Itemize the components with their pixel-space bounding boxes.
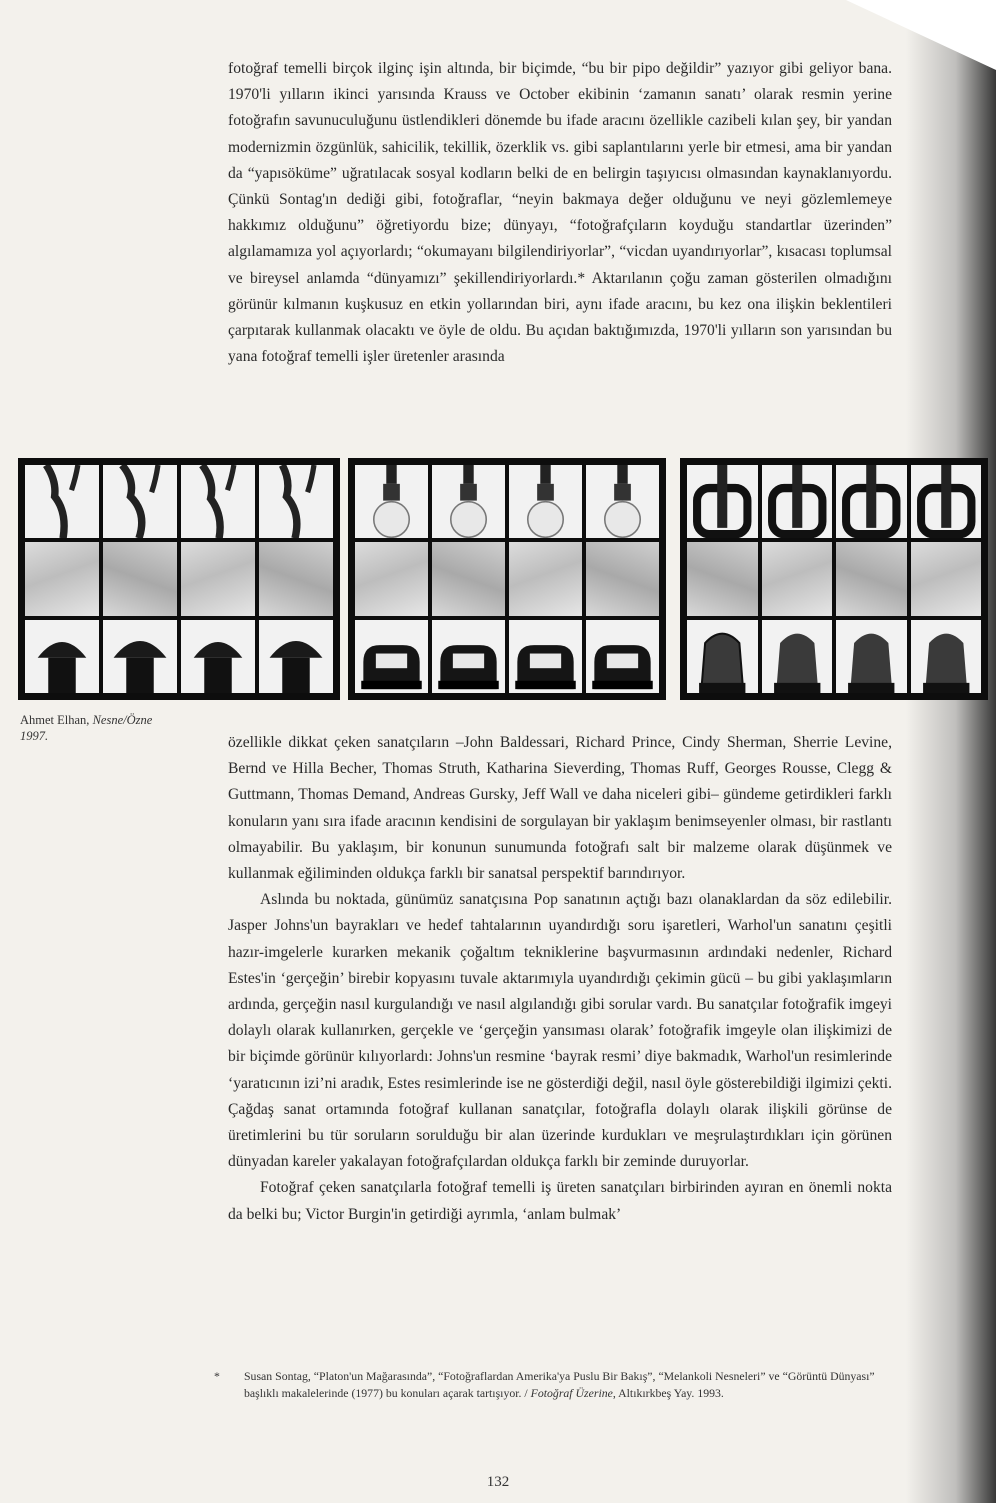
arm-image	[181, 542, 255, 615]
foot-image	[762, 542, 833, 615]
neck-image	[586, 542, 659, 615]
shaving-brush-image	[103, 620, 177, 693]
thimble-image	[911, 620, 982, 693]
braid-image	[25, 465, 99, 538]
footnote-publisher: , Altıkırkbeş Yay. 1993.	[612, 1386, 724, 1400]
photo-panel-2	[348, 458, 666, 700]
paragraph-lower-2: Aslında bu noktada, günümüz sanatçısına Pop sanatının açtığı bazı olanaklardan da söz edilebilir. Jasper Johns'un bayrakları ve hedef tahtalarının uyandırdığı soru işaretleri, Warhol'un sanatını çeşitli hazır-imgelerle kurarken mekanik çoğaltım tekniklerine başvurmasının ardındaki nedenler, Richard Estes'in ‘gerçeğin’ birebir kopyasını tuvale aktarımıyla uyandırdığı çekimin gücü – bu gibi yaklaşımların ardında, gerçeğin nasıl kurgulandığı ve nasıl algılandığı gibi sorular vardı. Bu sanatçılar fotoğrafik imgeyi dolaylı olarak kullanırken, gerçekle ve ‘gerçeğin yansıması olarak’ fotoğrafik imgeyle olan ilişkimizi de bir biçimde görünür kılıyorlardı: Johns'un resmine ‘bayrak resmi’ diye bakmadık, Warhol'un resimlerinde ‘yaratıcının izi’ni aradık, Estes resimlerinde ise ne gösterdiği değil, nasıl öyle gösterebildiği ilgimizi çekti. Çağdaş sanat ortamında fotoğraf kullanan sanatçılar, fotoğrafla dolaylı olarak ilişkili görünse de üretimlerini bu tür soruların sorulduğu bir alan üzerinde kurdukları ve meşrulaştırdıkları için görünen dünyadan kareler yakalayan fotoğrafçılardan oldukça farklı bir zeminde duruyorlar.	[228, 891, 892, 1171]
page-number: 132	[486, 1474, 510, 1490]
neck-image	[432, 542, 505, 615]
body-text-lower	[228, 730, 892, 1228]
figure-caption	[20, 712, 200, 744]
neck-image	[509, 542, 582, 615]
arm-image	[259, 542, 333, 615]
belt-buckle-image	[836, 465, 907, 538]
shaving-brush-image	[25, 620, 99, 693]
braid-image	[103, 465, 177, 538]
iron-image	[432, 620, 505, 693]
foot-image	[836, 542, 907, 615]
thimble-image	[836, 620, 907, 693]
photo-panel-3	[680, 458, 988, 700]
thimble-image	[762, 620, 833, 693]
foot-image	[911, 542, 982, 615]
light-bulb-image	[509, 465, 582, 538]
foot-image	[687, 542, 758, 615]
braid-image	[259, 465, 333, 538]
light-bulb-image	[586, 465, 659, 538]
arm-image	[103, 542, 177, 615]
belt-buckle-image	[762, 465, 833, 538]
neck-image	[355, 542, 428, 615]
paragraph-top: fotoğraf temelli birçok ilginç işin altında, bir biçimde, “bu bir pipo değildir” yazıyor gibi geliyor bana. 1970'li yılların ikinci yarısında Krauss ve October ekibinin ‘zamanın sanatı’ olarak resmin yerine fotoğrafın savunuculuğunu üstlendikleri dönemde bu ifade aracını özellikle cazibeli kılan şey, bir yandan modernizmin özgünlük, sahicilik, tekillik, özerklik vs. gibi saplantılarını yerle bir etmesi, ama bir yandan da “yapısöküme” uğratılacak sosyal kodların belki de en belirgin taşıyıcısı olmasından kaynaklanıyordu. Çünkü Sontag'ın dediği gibi, fotoğraflar, “neyin bakmaya değer olduğunu ve neyi gözlemlemeye hakkımız olduğunu” öğretiyordu bize; dünyayı, “fotoğrafçıların koyduğu standartlar üzerinden” algılamamıza yol açıyorlardı; “okumayanı bilgilendiriyorlar”, “vicdan uyandırıyorlar”, kısacası toplumsal ve bireysel anlamda “dünyamızı” şekillendiriyorlardı.* Aktarılanın çoğu zaman gösterilen olmadığını görünür kılmanın kuşkusuz en etkin yollarından biri, aynı ifade aracını, bu kez ona ilişkin beklentileri çarpıtarak kullanmak olacaktı ve öyle de oldu. Bu açıdan baktığımızda, 1970'li yılların son yarısından bu yana fotoğraf temelli işler üretenler arasında	[228, 60, 892, 366]
belt-buckle-image	[687, 465, 758, 538]
photo-panel-1	[18, 458, 340, 700]
iron-image	[586, 620, 659, 693]
shaving-brush-image	[259, 620, 333, 693]
caption-artist: Ahmet Elhan,	[20, 713, 93, 727]
paragraph-lower-1: özellikle dikkat çeken sanatçıların –John Baldessari, Richard Prince, Cindy Sherman, Sherrie Levine, Bernd ve Hilla Becher, Thomas Struth, Katharina Sieverding, Thomas Ruff, Georges Rousse, Clegg & Guttmann, Thomas Demand, Andreas Gursky, Jeff Wall ve daha niceleri gibi– gündeme getirdikleri farklı konuların yanı sıra ifade aracının kendisini de sorgulayan bir yaklaşım benimseyenler olması, bir rastlantı olmayabilir. Bu yaklaşım, bir konunun sunumunda fotoğrafı salt bir malzeme olarak düşünmek ve kullanmak eğiliminden oldukça farklı bir sanatsal perspektif barındırıyor.	[228, 734, 892, 883]
thimble-image	[687, 620, 758, 693]
belt-buckle-image	[911, 465, 982, 538]
shaving-brush-image	[181, 620, 255, 693]
light-bulb-image	[432, 465, 505, 538]
arm-image	[25, 542, 99, 615]
light-bulb-image	[355, 465, 428, 538]
iron-image	[509, 620, 582, 693]
footnote-text	[244, 1368, 892, 1402]
caption-title: Nesne/Özne	[92, 713, 153, 727]
footnote-book-title: Fotoğraf Üzerine	[530, 1386, 613, 1400]
footnote	[214, 1368, 892, 1402]
scanned-page-edge-shadow	[906, 0, 996, 1503]
caption-year: 1997.	[20, 729, 49, 743]
braid-image	[181, 465, 255, 538]
footnote-main: Susan Sontag, “Platon'un Mağarasında”, “Fotoğraflardan Amerika'ya Puslu Bir Bakış”, “Melankoli Nesneleri” ve “Görüntü Dünyası” başlıklı makalelerinde (1977) bu konuları açarak tartışıyor. /	[244, 1369, 875, 1400]
body-text-top	[228, 56, 892, 370]
footnote-marker: *	[214, 1369, 220, 1383]
iron-image	[355, 620, 428, 693]
paragraph-lower-3: Fotoğraf çeken sanatçılarla fotoğraf temelli iş üreten sanatçıları birbirinden ayıran en önemli nokta da belki bu; Victor Burgin'in getirdiği ayrımla, ‘anlam bulmak’	[228, 1179, 892, 1223]
